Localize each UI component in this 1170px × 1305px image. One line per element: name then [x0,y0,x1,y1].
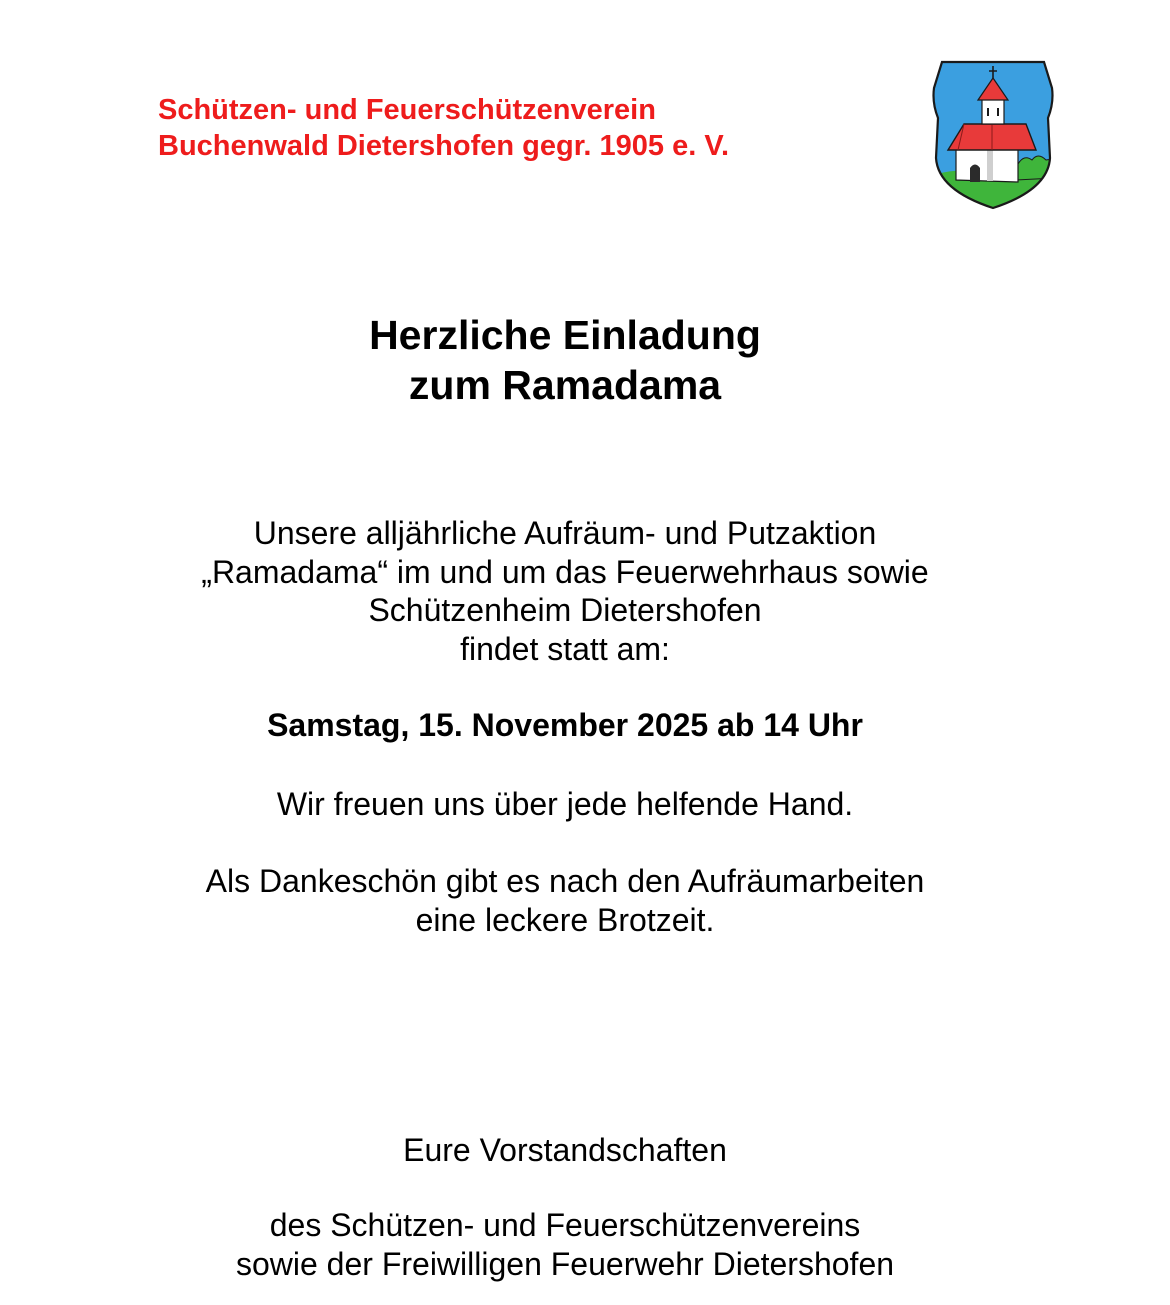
club-name-line-2: Buchenwald Dietershofen gegr. 1905 e. V. [158,130,730,162]
intro-line-4: findet statt am: [460,630,670,667]
event-date: Samstag, 15. November 2025 ab 14 Uhr [267,707,863,743]
orgs-line-2: sowie der Freiwilligen Feuerwehr Dietershofen [235,1245,895,1282]
invitation-title [0,310,1130,410]
snack-line-1: Als Dankeschön gibt es nach den Aufräumarbeiten [205,863,925,899]
snack-line-2: eine leckere Brotzeit. [415,901,715,938]
club-name-line-1: Schützen- und Feuerschützenverein [158,94,656,126]
intro-paragraph [0,514,1130,668]
coat-of-arms-chapel-icon [930,58,1056,212]
snack-paragraph [0,862,1130,939]
intro-line-1: Unsere alljährliche Aufräum- und Putzaktion [253,515,877,551]
organizations-paragraph [0,1206,1130,1283]
title-line-1: Herzliche Einladung [369,312,761,358]
intro-line-2: „Ramadama“ im und um das Feuerwehrhaus sowie [201,553,929,590]
orgs-line-1: des Schützen- und Feuerschützenvereins [269,1207,861,1243]
signoff-line: Eure Vorstandschaften [403,1132,727,1168]
title-line-2: zum Ramadama [408,362,722,408]
club-header [158,92,729,164]
thanks-line: Wir freuen uns über jede helfende Hand. [276,786,854,822]
intro-line-3: Schützenheim Dietershofen [368,592,762,628]
